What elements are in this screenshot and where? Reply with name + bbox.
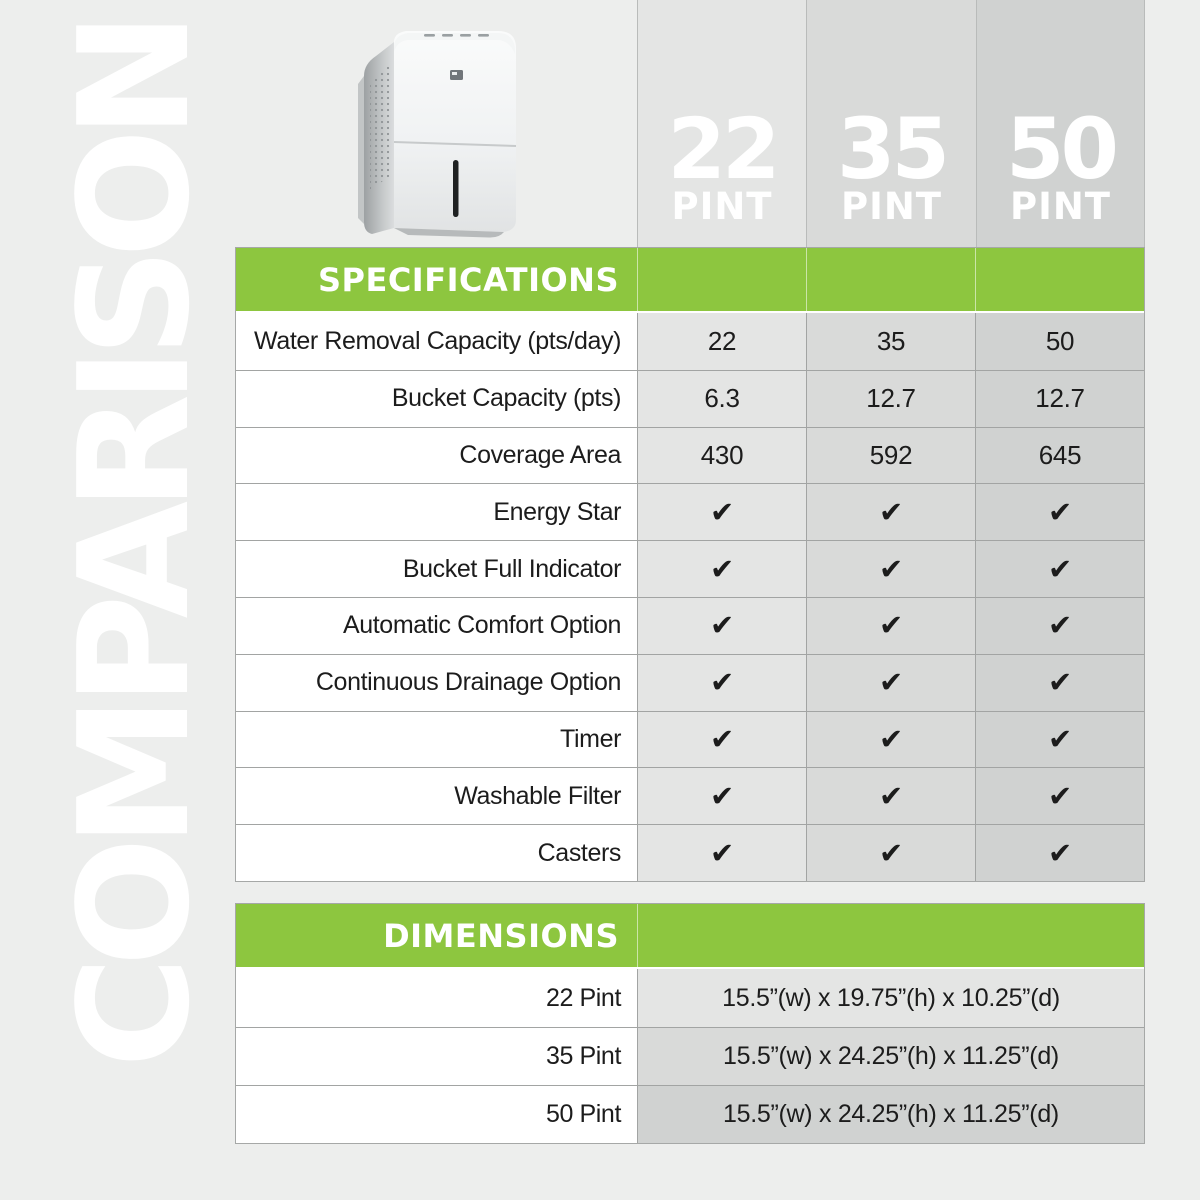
table-row-automatic-comfort: [236, 597, 1144, 654]
cell-value-22: 430: [637, 428, 806, 484]
table-row-coverage-area: [236, 427, 1144, 484]
check-icon: ✔: [806, 712, 975, 768]
check-icon: ✔: [637, 712, 806, 768]
column-header-35pint: [806, 0, 976, 247]
column-number-35: 35: [837, 99, 946, 198]
product-side-grille: [370, 62, 390, 190]
spec-header-cell-35: [806, 248, 975, 311]
check-icon: ✔: [806, 768, 975, 824]
dimensions-title: DIMENSIONS: [383, 916, 619, 955]
brand-logo: [450, 70, 463, 80]
cell-value-50: 50: [975, 313, 1144, 370]
cell-value-35: 12.7: [806, 371, 975, 427]
table-row-casters: [236, 824, 1144, 881]
column-header-22pint: [637, 0, 806, 247]
check-icon: ✔: [975, 541, 1144, 597]
check-icon: ✔: [975, 655, 1144, 711]
dimension-value: 15.5”(w) x 24.25”(h) x 11.25”(d): [637, 1028, 1144, 1085]
row-label: Coverage Area: [236, 428, 637, 484]
comparison-vertical-title: COMPARISON: [46, 21, 223, 1068]
dimensions-header-bar: [236, 904, 1144, 969]
row-label: 50 Pint: [236, 1086, 637, 1143]
check-icon: ✔: [975, 825, 1144, 881]
table-row-bucket-full-indicator: [236, 540, 1144, 597]
cell-value-22: 6.3: [637, 371, 806, 427]
row-label: Continuous Drainage Option: [236, 655, 637, 711]
specifications-header-bar: [236, 248, 1144, 313]
row-label: Water Removal Capacity (pts/day): [236, 313, 637, 370]
dimensions-table: [235, 903, 1145, 1144]
table-row-energy-star: [236, 483, 1144, 540]
row-label: 35 Pint: [236, 1028, 637, 1085]
spec-header-cell-50: [975, 248, 1144, 311]
column-unit-22: PINT: [671, 185, 773, 229]
column-unit-50: PINT: [1009, 185, 1112, 229]
table-row-timer: [236, 711, 1144, 768]
table-row-dim-35pint: [236, 1027, 1144, 1085]
check-icon: ✔: [975, 712, 1144, 768]
row-label: Energy Star: [236, 484, 637, 540]
column-number-50: 50: [1006, 99, 1115, 198]
row-label: Bucket Capacity (pts): [236, 371, 637, 427]
table-row-water-removal: [236, 313, 1144, 370]
check-icon: ✔: [806, 825, 975, 881]
cell-value-50: 12.7: [975, 371, 1144, 427]
row-label: Washable Filter: [236, 768, 637, 824]
cell-value-22: 22: [637, 313, 806, 370]
column-number-22: 22: [667, 99, 777, 198]
dimension-value: 15.5”(w) x 19.75”(h) x 10.25”(d): [637, 969, 1144, 1027]
table-row-washable-filter: [236, 767, 1144, 824]
product-image-dehumidifier: [350, 24, 522, 240]
check-icon: ✔: [637, 768, 806, 824]
column-unit-35: PINT: [840, 185, 943, 229]
check-icon: ✔: [637, 541, 806, 597]
check-icon: ✔: [975, 598, 1144, 654]
check-icon: ✔: [806, 484, 975, 540]
check-icon: ✔: [637, 655, 806, 711]
check-icon: ✔: [637, 825, 806, 881]
specifications-table: [235, 247, 1145, 882]
column-header-50pint: [976, 0, 1145, 247]
check-icon: ✔: [975, 484, 1144, 540]
table-row-dim-50pint: [236, 1085, 1144, 1143]
dim-header-cell: [637, 904, 1144, 967]
cell-value-50: 645: [975, 428, 1144, 484]
row-label: Bucket Full Indicator: [236, 541, 637, 597]
table-row-continuous-drainage: [236, 654, 1144, 711]
product-back-edge: [358, 76, 364, 224]
specifications-title: SPECIFICATIONS: [317, 260, 619, 299]
dimension-value: 15.5”(w) x 24.25”(h) x 11.25”(d): [637, 1086, 1144, 1143]
row-label: Automatic Comfort Option: [236, 598, 637, 654]
product-water-window: [453, 160, 459, 217]
check-icon: ✔: [975, 768, 1144, 824]
cell-value-35: 592: [806, 428, 975, 484]
check-icon: ✔: [806, 655, 975, 711]
spec-header-cell-22: [637, 248, 806, 311]
table-row-bucket-capacity: [236, 370, 1144, 427]
check-icon: ✔: [806, 541, 975, 597]
check-icon: ✔: [637, 598, 806, 654]
row-label: Casters: [236, 825, 637, 881]
row-label: Timer: [236, 712, 637, 768]
row-label: 22 Pint: [236, 969, 637, 1027]
check-icon: ✔: [806, 598, 975, 654]
check-icon: ✔: [637, 484, 806, 540]
table-row-dim-22pint: [236, 969, 1144, 1027]
cell-value-35: 35: [806, 313, 975, 370]
